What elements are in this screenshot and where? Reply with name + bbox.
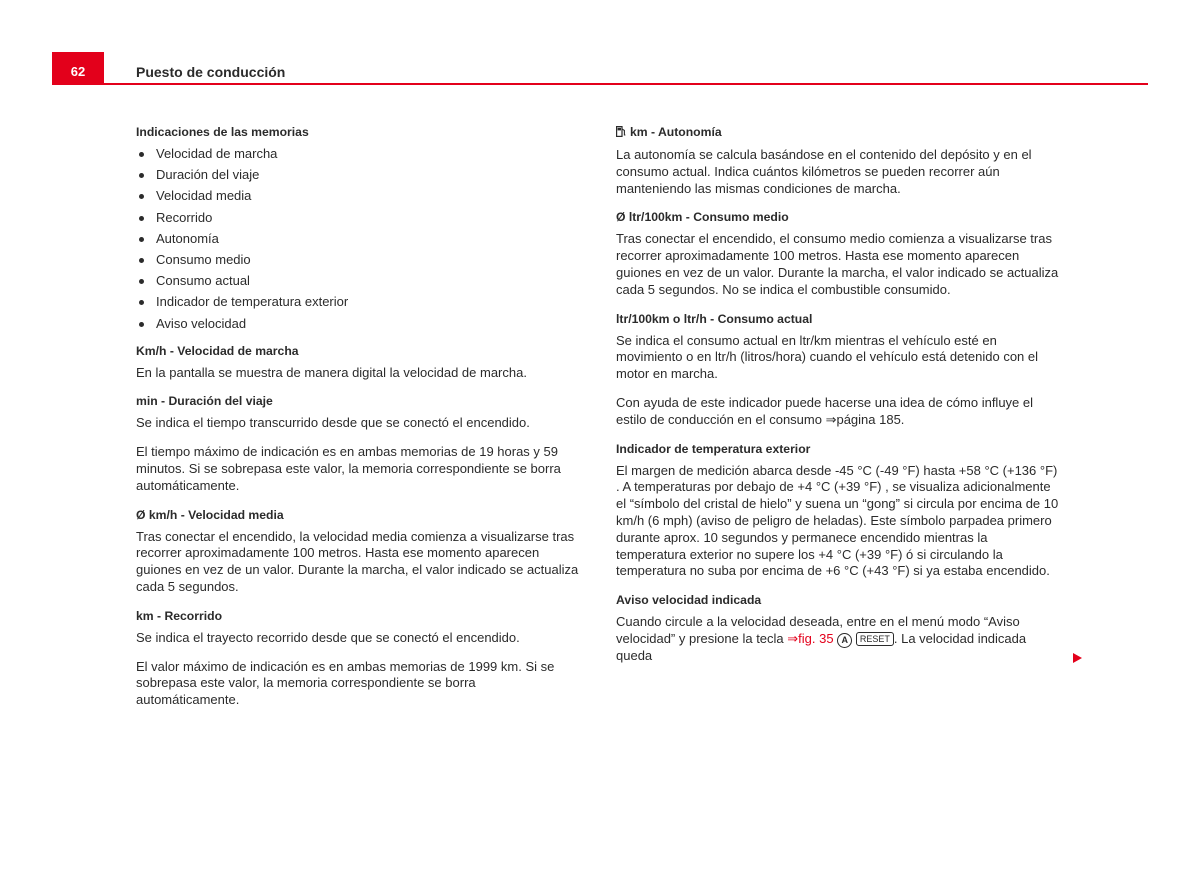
- distance-text: Se indica el trayecto recorrido desde que se conectó el encendido.: [136, 629, 520, 645]
- temperature-heading: Indicador de temperatura exterior: [616, 441, 811, 456]
- list-item: Consumo actual: [136, 273, 581, 294]
- avg-consumption-text: Tras conectar el encendido, el consumo medio comienza a visualizarse tras recorrer aproximadamente 100 metros. Hasta ese momento aparecen guiones en vez de un valor. Durante la marcha, el valor indicado se actualiza cada 5 segundos. No se indica el combustible consumido.: [616, 231, 1059, 297]
- current-consumption-heading: ltr/100km o ltr/h - Consumo actual: [616, 311, 813, 326]
- continue-arrow-icon: [1073, 653, 1082, 663]
- speed-warning-heading: Aviso velocidad indicada: [616, 593, 762, 608]
- page-header: [52, 52, 1148, 86]
- callout-a-icon: A: [837, 633, 852, 648]
- list-item: Recorrido: [136, 210, 581, 231]
- avg-speed-text: Tras conectar el encendido, la velocidad media comienza a visualizarse tras recorrer aproximadamente 100 metros. Hasta ese momento aparecen guiones en vez de un valor. Durante la marcha, el valor indicado se actualiza cada 5 segundos.: [136, 528, 579, 595]
- list-item: Duración del viaje: [136, 167, 581, 188]
- speed-heading: Km/h - Velocidad de marcha: [136, 343, 299, 358]
- duration-text-2: El tiempo máximo de indicación es en ambas memorias de 19 horas y 59 minutos. Si se sobrepasa este valor, la memoria correspondiente se borra automáticamente.: [136, 444, 561, 493]
- speed-warning-text-start: Cuando circule a la velocidad deseada, entre en el menú modo “Aviso velocidad” y presione la tecla: [616, 614, 1020, 646]
- fuel-pump-icon: [616, 125, 626, 141]
- current-consumption-text: Se indica el consumo actual en ltr/km mientras el vehículo esté en movimiento o en ltr/h (litros/hora) cuando el vehículo está detenido con el motor en marcha.: [616, 332, 1039, 382]
- distance-heading: km - Recorrido: [136, 608, 223, 623]
- memories-heading: Indicaciones de las memorias: [136, 125, 309, 139]
- header-rule: [52, 83, 1148, 85]
- list-item: Aviso velocidad: [136, 316, 581, 337]
- current-consumption-text-2: Con ayuda de este indicador puede hacerse una idea de cómo influye el estilo de conducción en el consumo ⇒página 185.: [616, 394, 1034, 427]
- memories-list: [136, 146, 581, 337]
- list-item: Velocidad media: [136, 188, 581, 209]
- temperature-text: El margen de medición abarca desde -45 °C (-49 °F) hasta +58 °C (+136 °F) . A temperaturas por debajo de +4 °C (+39 °F) , se visualiza adicionalmente el “símbolo del cristal de hielo” y suena un “gong” si circula por encima de 10 km/h (6 mph) (aviso de peligro de heladas). Este símbolo parpadea primero durante aprox. 10 segundos y permanece encendido mientras la temperatura exterior no supere los +4 °C (+39 °F) ó si circulando la temperatura no suba por encima de +6 °C (+43 °F) si ya estaba encendido.: [616, 462, 1059, 579]
- list-item: Autonomía: [136, 231, 581, 252]
- chapter-title: Puesto de conducción: [136, 64, 286, 80]
- speed-warning-text: [616, 614, 1061, 665]
- page-number: 62: [52, 52, 104, 84]
- distance-text-2: El valor máximo de indicación es en ambas memorias de 1999 km. Si se sobrepasa este valor, la memoria correspondiente se borra automáticamente.: [136, 658, 555, 708]
- avg-speed-heading: Ø km/h - Velocidad media: [136, 507, 284, 522]
- duration-text: Se indica el tiempo transcurrido desde que se conectó el encendido.: [136, 415, 530, 431]
- duration-heading: min - Duración del viaje: [136, 394, 273, 409]
- range-heading-text: km - Autonomía: [630, 125, 722, 139]
- list-item: Indicador de temperatura exterior: [136, 294, 581, 315]
- range-heading: [616, 124, 1061, 141]
- list-item: Velocidad de marcha: [136, 146, 581, 167]
- avg-consumption-heading: Ø ltr/100km - Consumo medio: [616, 210, 789, 225]
- reset-key-icon: RESET: [856, 632, 894, 646]
- right-column: [616, 124, 1061, 665]
- left-column: [136, 124, 581, 709]
- range-text: La autonomía se calcula basándose en el contenido del depósito y en el consumo actual. Indica cuántos kilómetros se pueden recorrer aún manteniendo las mismas condiciones de marcha.: [616, 147, 1032, 196]
- speed-warning-text-end: . La velocidad indicada queda: [616, 630, 1027, 663]
- figure-link[interactable]: ⇒fig. 35: [787, 630, 834, 646]
- list-item: Consumo medio: [136, 252, 581, 273]
- speed-text: En la pantalla se muestra de manera digital la velocidad de marcha.: [136, 364, 527, 380]
